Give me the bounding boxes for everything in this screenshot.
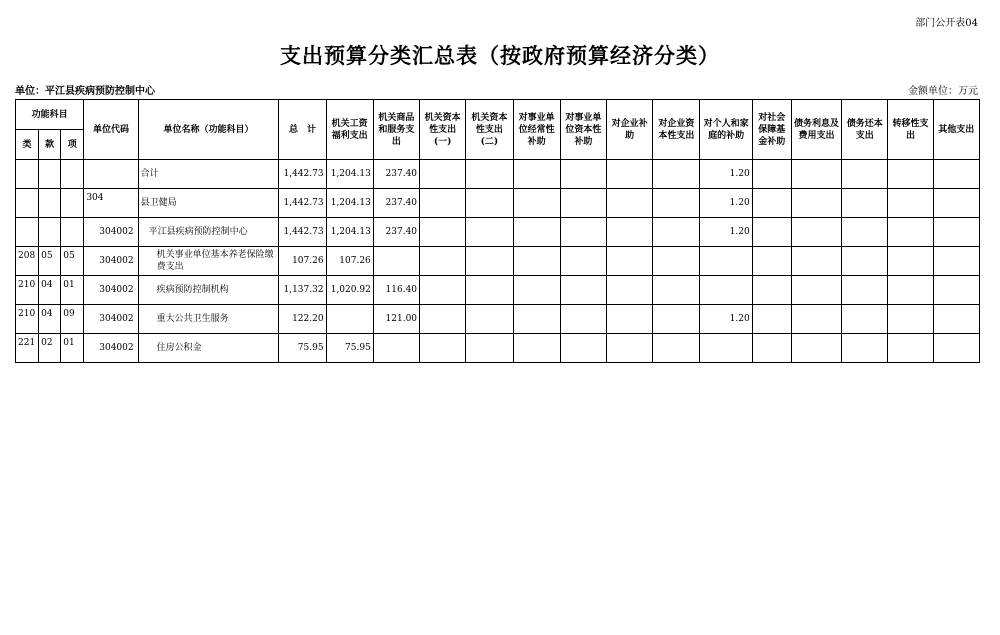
cell-c9 [700,334,752,363]
cell-unit-name: 重大公共卫生服务 [138,305,279,334]
cell-xiang: 05 [61,247,84,276]
cell-unit-name: 疾病预防控制机构 [138,276,279,305]
header-xiang: 项 [61,130,84,160]
cell-lei [16,218,39,247]
cell-c6 [560,305,606,334]
cell-c6 [560,189,606,218]
cell-c11 [791,276,841,305]
cell-c11 [791,160,841,189]
table-number-label: 部门公开表04 [915,18,978,29]
cell-c13 [888,305,933,334]
cell-c3 [420,189,466,218]
cell-unit-code: 304002 [84,305,138,334]
cell-c8 [653,189,700,218]
cell-kuan: 04 [39,305,61,334]
cell-c2: 237.40 [373,160,419,189]
cell-c10 [752,189,791,218]
cell-unit-code: 304002 [84,334,138,363]
cell-c9: 1.20 [700,218,752,247]
cell-c10 [752,247,791,276]
cell-lei: 210 [16,276,39,305]
cell-c1: 1,204.13 [326,189,373,218]
header-c4: 机关资本性支出(二) [466,100,513,160]
amount-unit-label: 金额单位：万元 [908,86,978,97]
cell-xiang [61,160,84,189]
cell-c12 [842,276,888,305]
header-lei: 类 [16,130,39,160]
cell-c4 [466,334,513,363]
header-c8: 对企业资本性支出 [653,100,700,160]
cell-c12 [842,305,888,334]
cell-c6 [560,276,606,305]
cell-total: 1,442.73 [279,189,326,218]
cell-c3 [420,334,466,363]
cell-kuan [39,218,61,247]
cell-unit-name: 县卫健局 [138,189,279,218]
table-row [16,276,980,305]
cell-c7 [606,334,652,363]
cell-c11 [791,247,841,276]
cell-xiang: 09 [61,305,84,334]
cell-c7 [606,189,652,218]
header-c14: 其他支出 [933,100,979,160]
cell-c1: 1,204.13 [326,218,373,247]
cell-c3 [420,218,466,247]
cell-c8 [653,276,700,305]
cell-lei: 221 [16,334,39,363]
cell-c13 [888,218,933,247]
cell-c12 [842,218,888,247]
header-c6: 对事业单位资本性补助 [560,100,606,160]
cell-c7 [606,276,652,305]
header-c13: 转移性支出 [888,100,933,160]
cell-c5 [513,276,560,305]
cell-c6 [560,334,606,363]
cell-unit-code: 304002 [84,247,138,276]
cell-c7 [606,247,652,276]
cell-c7 [606,160,652,189]
cell-c2: 237.40 [373,218,419,247]
cell-c4 [466,305,513,334]
table-row [16,218,980,247]
table-row [16,160,980,189]
cell-total: 122.20 [279,305,326,334]
cell-c3 [420,276,466,305]
cell-xiang: 01 [61,276,84,305]
cell-unit-code: 304002 [84,218,138,247]
cell-c7 [606,218,652,247]
cell-unit-name: 平江县疾病预防控制中心 [138,218,279,247]
cell-c10 [752,305,791,334]
cell-c12 [842,189,888,218]
cell-c3 [420,247,466,276]
cell-c13 [888,276,933,305]
cell-c13 [888,160,933,189]
cell-c12 [842,334,888,363]
cell-c4 [466,218,513,247]
unit-label: 单位：平江县疾病预防控制中心 [15,86,155,97]
header-c5: 对事业单位经常性补助 [513,100,560,160]
cell-c14 [933,305,979,334]
cell-c4 [466,247,513,276]
cell-c9: 1.20 [700,189,752,218]
cell-c14 [933,276,979,305]
cell-c2 [373,247,419,276]
header-unit-name: 单位名称（功能科目） [138,100,279,160]
budget-table [15,99,980,363]
cell-c5 [513,247,560,276]
cell-lei [16,160,39,189]
cell-c11 [791,305,841,334]
cell-unit-name: 机关事业单位基本养老保险缴费支出 [138,247,279,276]
cell-c1 [326,305,373,334]
cell-c2: 237.40 [373,189,419,218]
cell-c14 [933,247,979,276]
cell-c12 [842,247,888,276]
cell-total: 75.95 [279,334,326,363]
page-title: 支出预算分类汇总表（按政府预算经济分类） [280,43,720,68]
table-row [16,305,980,334]
cell-total: 1,442.73 [279,160,326,189]
cell-lei: 208 [16,247,39,276]
cell-c11 [791,189,841,218]
cell-c8 [653,247,700,276]
cell-total: 1,442.73 [279,218,326,247]
header-func-group: 功能科目 [16,100,84,130]
cell-c2 [373,334,419,363]
cell-c11 [791,218,841,247]
cell-c9 [700,247,752,276]
cell-kuan: 02 [39,334,61,363]
cell-c1: 107.26 [326,247,373,276]
cell-c13 [888,189,933,218]
cell-c10 [752,218,791,247]
table-row [16,247,980,276]
header-c12: 债务还本支出 [842,100,888,160]
cell-c8 [653,160,700,189]
cell-c1: 1,020.92 [326,276,373,305]
cell-c6 [560,160,606,189]
cell-c7 [606,305,652,334]
cell-total: 107.26 [279,247,326,276]
cell-c4 [466,189,513,218]
cell-c5 [513,189,560,218]
cell-xiang [61,189,84,218]
cell-c10 [752,276,791,305]
cell-c9 [700,276,752,305]
cell-kuan: 05 [39,247,61,276]
cell-c13 [888,247,933,276]
cell-c5 [513,305,560,334]
table-row [16,189,980,218]
header-c9: 对个人和家庭的补助 [700,100,752,160]
cell-c4 [466,276,513,305]
table-row [16,334,980,363]
table-body [16,160,980,363]
cell-c6 [560,247,606,276]
cell-unit-name: 合计 [138,160,279,189]
cell-kuan [39,189,61,218]
cell-c3 [420,160,466,189]
header-c3: 机关资本性支出(一) [420,100,466,160]
cell-lei: 210 [16,305,39,334]
header-c7: 对企业补助 [606,100,652,160]
header-unit-code: 单位代码 [84,100,138,160]
header-c10: 对社会保障基金补助 [752,100,791,160]
cell-c5 [513,218,560,247]
cell-c13 [888,334,933,363]
cell-c2: 121.00 [373,305,419,334]
cell-c12 [842,160,888,189]
cell-c4 [466,160,513,189]
cell-c14 [933,218,979,247]
cell-c14 [933,334,979,363]
cell-unit-code: 304002 [84,276,138,305]
cell-c9: 1.20 [700,305,752,334]
cell-c3 [420,305,466,334]
cell-xiang: 01 [61,334,84,363]
cell-xiang [61,218,84,247]
cell-c6 [560,218,606,247]
header-kuan: 款 [39,130,61,160]
cell-c5 [513,160,560,189]
header-total: 总 计 [279,100,326,160]
cell-total: 1,137.32 [279,276,326,305]
cell-c9: 1.20 [700,160,752,189]
header-c1: 机关工资福利支出 [326,100,373,160]
cell-c2: 116.40 [373,276,419,305]
header-c11: 债务利息及费用支出 [791,100,841,160]
header-c2: 机关商品和服务支出 [373,100,419,160]
cell-unit-code [84,160,138,189]
cell-c8 [653,305,700,334]
cell-lei [16,189,39,218]
cell-c8 [653,334,700,363]
cell-c11 [791,334,841,363]
cell-unit-name: 住房公积金 [138,334,279,363]
cell-c10 [752,334,791,363]
cell-c5 [513,334,560,363]
cell-c14 [933,160,979,189]
cell-kuan: 04 [39,276,61,305]
cell-c1: 1,204.13 [326,160,373,189]
cell-c14 [933,189,979,218]
cell-c10 [752,160,791,189]
cell-c8 [653,218,700,247]
cell-unit-code: 304 [84,189,138,218]
cell-c1: 75.95 [326,334,373,363]
cell-kuan [39,160,61,189]
